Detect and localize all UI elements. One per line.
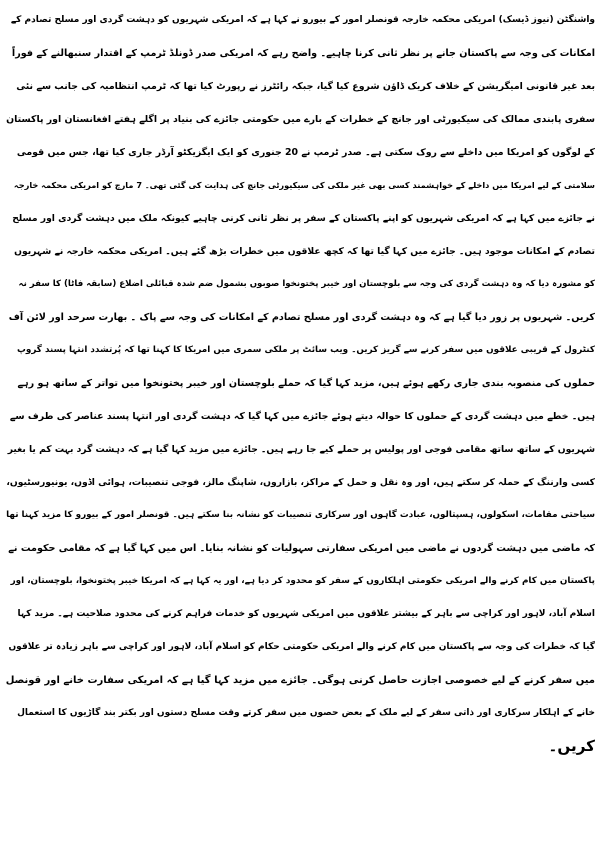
article-line: کے لوگوں کو امریکا میں داخلے سے روک سکتی ہے۔ صدر ٹرمپ نے 20 جنوری کو ایک ایگزیکٹو آرڈر جاری کیا تھا، جس میں قومی: [16, 147, 595, 158]
article-line: حملوں کی منصوبہ بندی جاری رکھے ہوئے ہیں، مزید کہا گیا کہ حملے بلوچستان اور خیبر پختونخوا میں تواتر کے ساتھ ہو رہے: [17, 378, 595, 389]
article-line: تصادم کے امکانات موجود ہیں۔ جائزے میں کہا گیا تھا کہ کچھ علاقوں میں خطرات بڑھ گئے ہیں۔ امریکی محکمہ خارجہ نے شہریوں: [14, 246, 595, 257]
article-line: کہ ماضی میں دہشت گردوں نے ماضی میں امریکی سفارتی سہولیات کو نشانہ بنایا۔ اس میں کہا گیا ہے کہ مقامی حکومت نے: [8, 543, 595, 554]
article-line: گیا کہ خطرات کی وجہ سے پاکستان میں کام کرنے والے امریکی حکومتی حکام کو اسلام آباد، لاہور اور کراچی سے باہر زیادہ تر علاقوں: [8, 642, 595, 652]
article-line: شہریوں کے ساتھ ساتھ مقامی فوجی اور پولیس پر حملے کیے جا رہے ہیں۔ جائزے میں مزید کہا گیا ہے کہ دہشت گرد بہت کم یا بغیر: [7, 444, 595, 455]
article-line: پاکستان میں کام کرنے والے امریکی حکومتی اہلکاروں کے سفر کو محدود کر دیا ہے، اور یہ کہا ہے کہ امریکا خیبر پختونخوا، بلوچستان، اور: [10, 576, 595, 586]
article-line: کنٹرول کے قریبی علاقوں میں سفر کرنے سے گریز کریں۔ ویب سائٹ پر ملکی سمری میں امریکا کا کہنا تھا کہ پُرتشدد انتہا پسند گروپ: [17, 345, 595, 355]
article-line: اسلام آباد، لاہور اور کراچی سے باہر کے بیشتر علاقوں میں امریکی شہریوں کو خدمات فراہم کرنے کی محدود صلاحیت ہے۔ مزید کہا: [17, 609, 595, 619]
article-line: بعد غیر قانونی امیگریشن کے خلاف کریک ڈاؤن شروع کیا گیا، جبکہ رائٹرز نے رپورٹ کیا تھا کہ ٹرمپ انتظامیہ کی جانب سے نئی: [16, 81, 595, 92]
article-line: سیاحتی مقامات، اسکولوں، ہسپتالوں، عبادت گاہوں اور سرکاری تنصیبات کو نشانہ بنا سکتے ہیں۔ قونصلر امور کے بیورو کا مزید کہنا تھا: [6, 510, 595, 520]
article-line: کریں۔ شہریوں پر زور دیا گیا ہے کہ وہ دہشت گردی اور مسلح تصادم کے امکانات کی وجہ سے پاک ۔ بھارت سرحد اور لائن آف: [8, 312, 595, 323]
article-line: امکانات کی وجہ سے پاکستان جانے پر نظر ثانی کرنا چاہیے۔ واضح رہے کہ امریکی صدر ڈونلڈ ٹرمپ کے اقتدار سنبھالنے کے فوراً: [11, 48, 595, 59]
article-line: کو مشورہ دیا کہ وہ دہشت گردی کی وجہ سے بلوچستان اور خیبر پختونخوا صوبوں بشمول ضم شدہ قبائلی اضلاع (سابقہ فاٹا) کا سفر نہ: [18, 279, 595, 289]
article-line: ہیں۔ خطے میں دہشت گردی کے حملوں کا حوالہ دیتے ہوئے جائزے میں کہا گیا کہ دہشت گردی اور انتہا پسند عناصر کی طرف سے: [9, 411, 595, 422]
article-line: نے جائزے میں کہا ہے کہ امریکی شہریوں کو اپنے پاکستان کے سفر پر نظر ثانی کرنی چاہیے کیونکہ ملک میں دہشت گردی اور مسلح: [12, 213, 595, 224]
article-line: میں سفر کرنے کے لیے خصوصی اجازت حاصل کرنی ہوگی۔ جائزے میں مزید کہا گیا ہے کہ امریکی سفارت خانے اور قونصل: [6, 675, 595, 686]
article-line: خانے کے اہلکار سرکاری اور ذاتی سفر کے لیے ملک کے بعض حصوں میں سفر کرتے وقت مسلح دستوں اور بکتر بند گاڑیوں کا استعمال: [17, 708, 595, 718]
article-line: کسی وارننگ کے حملہ کر سکتے ہیں، اور وہ نقل و حمل کے مراکز، بازاروں، شاپنگ مالز، فوجی تنصیبات، ہوائی اڈوں، یونیورسٹیوں،: [6, 477, 595, 488]
article-line: سفری پابندی ممالک کی سیکیورٹی اور جانچ کے خطرات کے بارے میں حکومتی جائزے کی بنیاد پر اگلے ہفتے افغانستان اور پاکستان: [6, 114, 595, 125]
article-line: کریں۔: [548, 737, 595, 755]
article-line: سلامتی کے لیے امریکا میں داخلے کے خواہشمند کسی بھی غیر ملکی کی سیکیورٹی جانچ کی ہدایت کی گئی تھی۔ 7 مارچ کو امریکی محکمہ خارجہ: [13, 180, 595, 190]
news-article-body: [6, 4, 595, 763]
article-line: واشنگٹن (نیوز ڈیسک) امریکی محکمہ خارجہ قونصلر امور کے بیورو نے کہا ہے کہ امریکی شہریوں کو دہشت گردی اور مسلح تصادم کے: [10, 15, 595, 25]
